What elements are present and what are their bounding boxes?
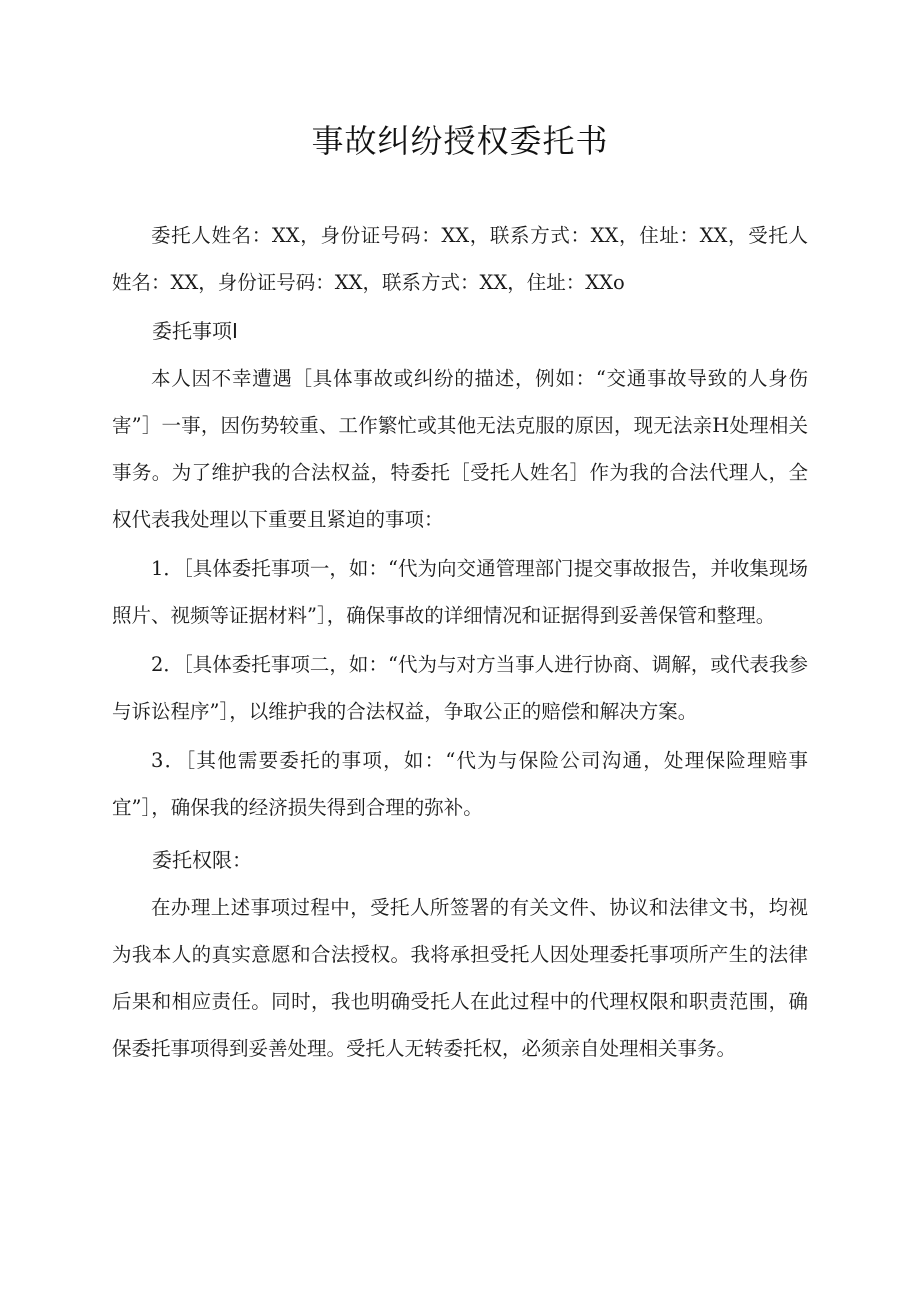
matter-item-1: 1．［具体委托事项一，如：“代为向交通管理部门提交事故报告，并收集现场照片、视频等证据材料”］，确保事故的详细情况和证据得到妥善保管和整理。 bbox=[112, 557, 808, 627]
document-title: 事故纠纷授权委托书 bbox=[311, 122, 609, 160]
matters-heading: 委托事项I bbox=[152, 319, 238, 343]
matter-item-3: 3．［其他需要委托的事项，如：“代为与保险公司沟通，处理保险理赔事宜”］，确保我的经济损失得到合理的弥补。 bbox=[112, 749, 808, 819]
authority-heading: 委托权限： bbox=[152, 848, 252, 872]
intro-paragraph: 本人因不幸遭遇［具体事故或纠纷的描述，例如：“交通事故导致的人身伤害”］一事，因伤势较重、工作繁忙或其他无法克服的原因，现无法亲H处理相关事务。为了维护我的合法权益，特委托［受托人姓名］作为我的合法代理人，全权代表我处理以下重要且紧迫的事项： bbox=[112, 367, 808, 531]
matter-item-2: 2．［具体委托事项二，如：“代为与对方当事人进行协商、调解，或代表我参与诉讼程序”］，以维护我的合法权益，争取公正的赔偿和解决方案。 bbox=[112, 653, 808, 723]
parties-paragraph: 委托人姓名：XX，身份证号码：XX，联系方式：XX，住址：XX，受托人姓名：XX，身份证号码：XX，联系方式：XX，住址：XXo bbox=[112, 224, 808, 294]
document-body bbox=[112, 212, 808, 1072]
authority-paragraph: 在办理上述事项过程中，受托人所签署的有关文件、协议和法律文书，均视为我本人的真实意愿和合法授权。我将承担受托人因处理委托事项所产生的法律后果和相应责任。同时，我也明确受托人在此过程中的代理权限和职责范围，确保委托事项得到妥善处理。受托人无转委托权，必须亲自处理相关事务。 bbox=[112, 896, 808, 1060]
